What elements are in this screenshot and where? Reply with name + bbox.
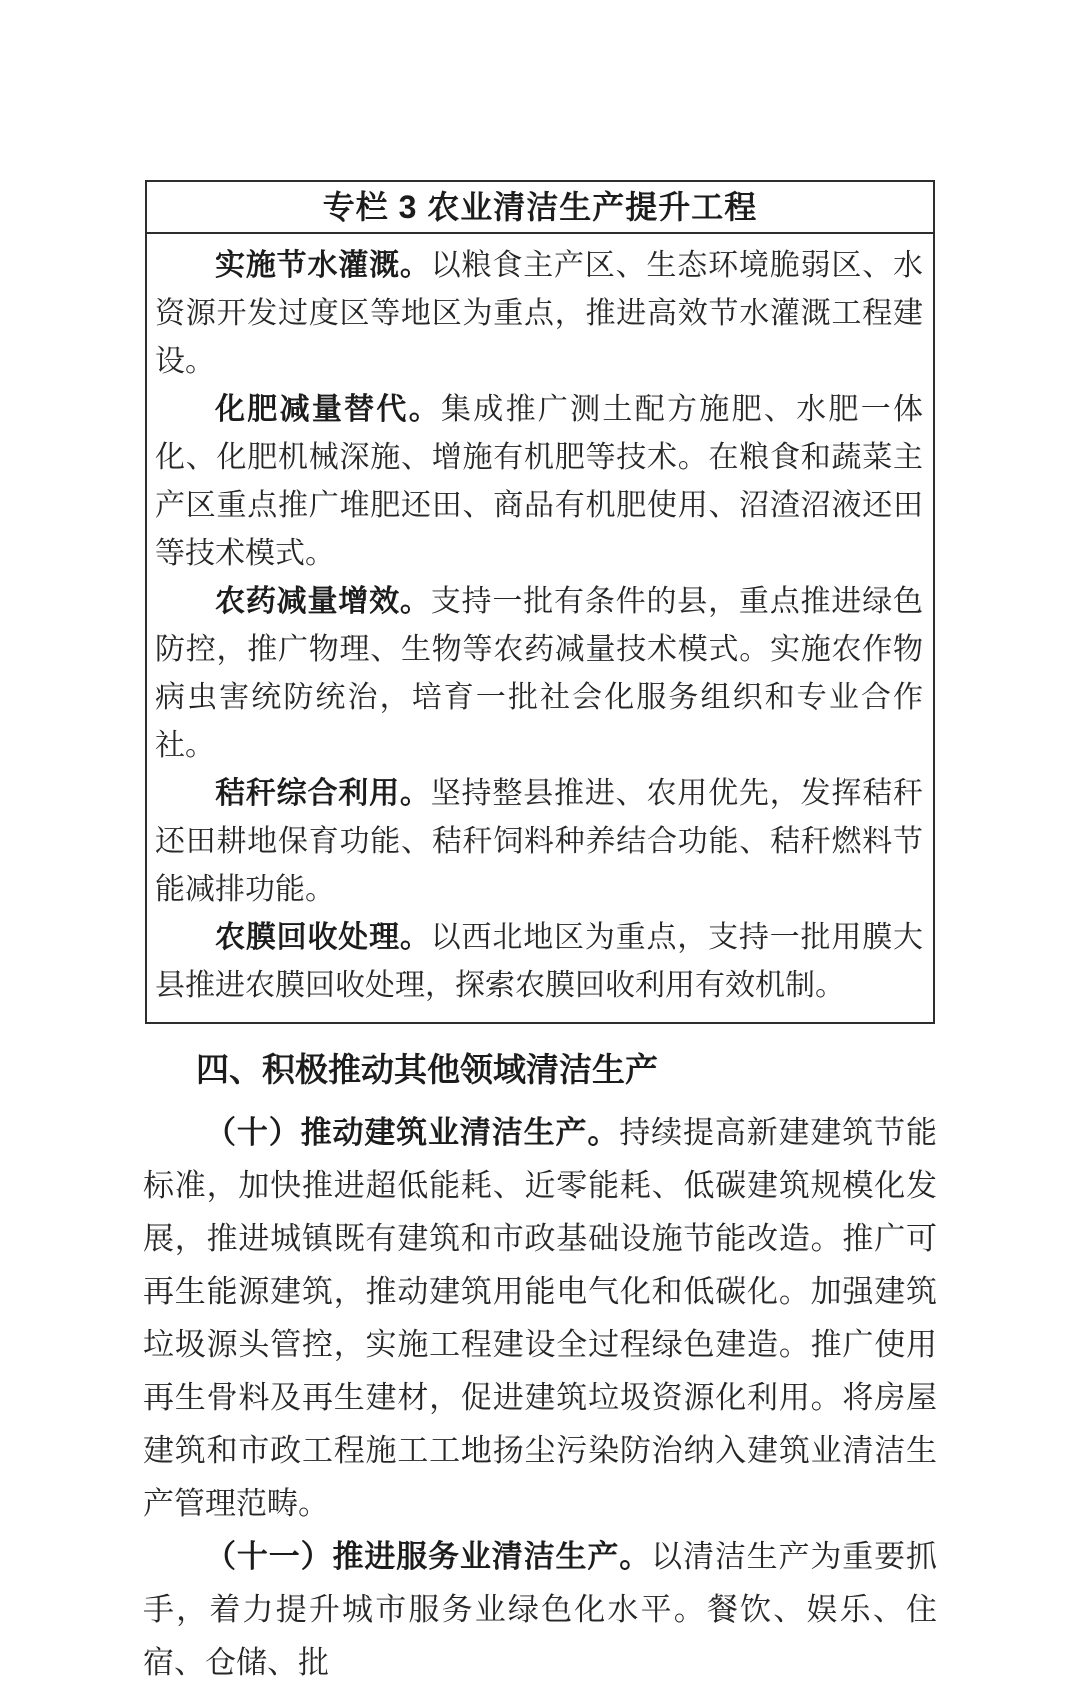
paragraph-lead: （十）推动建筑业清洁生产。 [205,1115,620,1150]
paragraph-body: 坚持整县推进、农用优先，发挥秸秆还田耕地保育功能、秸秆饲料种养结合功能、秸秆燃料节能减排功能。 [155,777,924,906]
section-heading: 四、积极推动其他领域清洁生产 [196,1051,658,1088]
panel-paragraph [155,386,923,578]
paragraph-lead: 秸秆综合利用。 [215,777,431,810]
paragraph-lead: 农药减量增效。 [215,585,431,618]
paragraph-lead: 农膜回收处理。 [215,921,431,954]
paragraph-body: 以粮食主产区、生态环境脆弱区、水资源开发过度区等地区为重点，推进高效节水灌溉工程建设。 [155,249,924,378]
paragraph-lead: 化肥减量替代。 [215,393,441,426]
paragraph-body: 以西北地区为重点，支持一批用膜大县推进农膜回收处理，探索农膜回收利用有效机制。 [155,921,924,1002]
body-paragraph [143,1530,937,1689]
panel-paragraph [155,914,923,1010]
paragraph-body: 支持一批有条件的县，重点推进绿色防控，推广物理、生物等农药减量技术模式。实施农作物病虫害统防统治，培育一批社会化服务组织和专业合作社。 [155,585,924,762]
paragraph-lead: （十一）推进服务业清洁生产。 [205,1539,652,1574]
paragraph-body: 集成推广测土配方施肥、水肥一体化、化肥机械深施、增施有机肥等技术。在粮食和蔬菜主产区重点推广堆肥还田、商品有机肥使用、沼渣沼液还田等技术模式。 [155,393,923,570]
panel-paragraph [155,770,923,914]
panel-body [147,234,933,1022]
panel-paragraph [155,242,923,386]
panel-paragraph [155,578,923,770]
panel-title: 专栏 3 农业清洁生产提升工程 [147,182,933,234]
paragraph-lead: 实施节水灌溉。 [215,249,431,282]
paragraph-body: 持续提高新建建筑节能标准，加快推进超低能耗、近零能耗、低碳建筑规模化发展，推进城镇既有建筑和市政基础设施节能改造。推广可再生能源建筑，推动建筑用能电气化和低碳化。加强建筑垃圾源头管控，实施工程建设全过程绿色建造。推广使用再生骨料及再生建材，促进建筑垃圾资源化利用。将房屋建筑和市政工程施工工地扬尘污染防治纳入建筑业清洁生产管理范畴。 [143,1115,938,1521]
document-page [143,180,937,1689]
body-paragraph [143,1106,937,1530]
highlight-box-column3 [145,180,935,1024]
paragraph-body: 以清洁生产为重要抓手，着力提升城市服务业绿色化水平。餐饮、娱乐、住宿、仓储、批 [143,1539,938,1680]
